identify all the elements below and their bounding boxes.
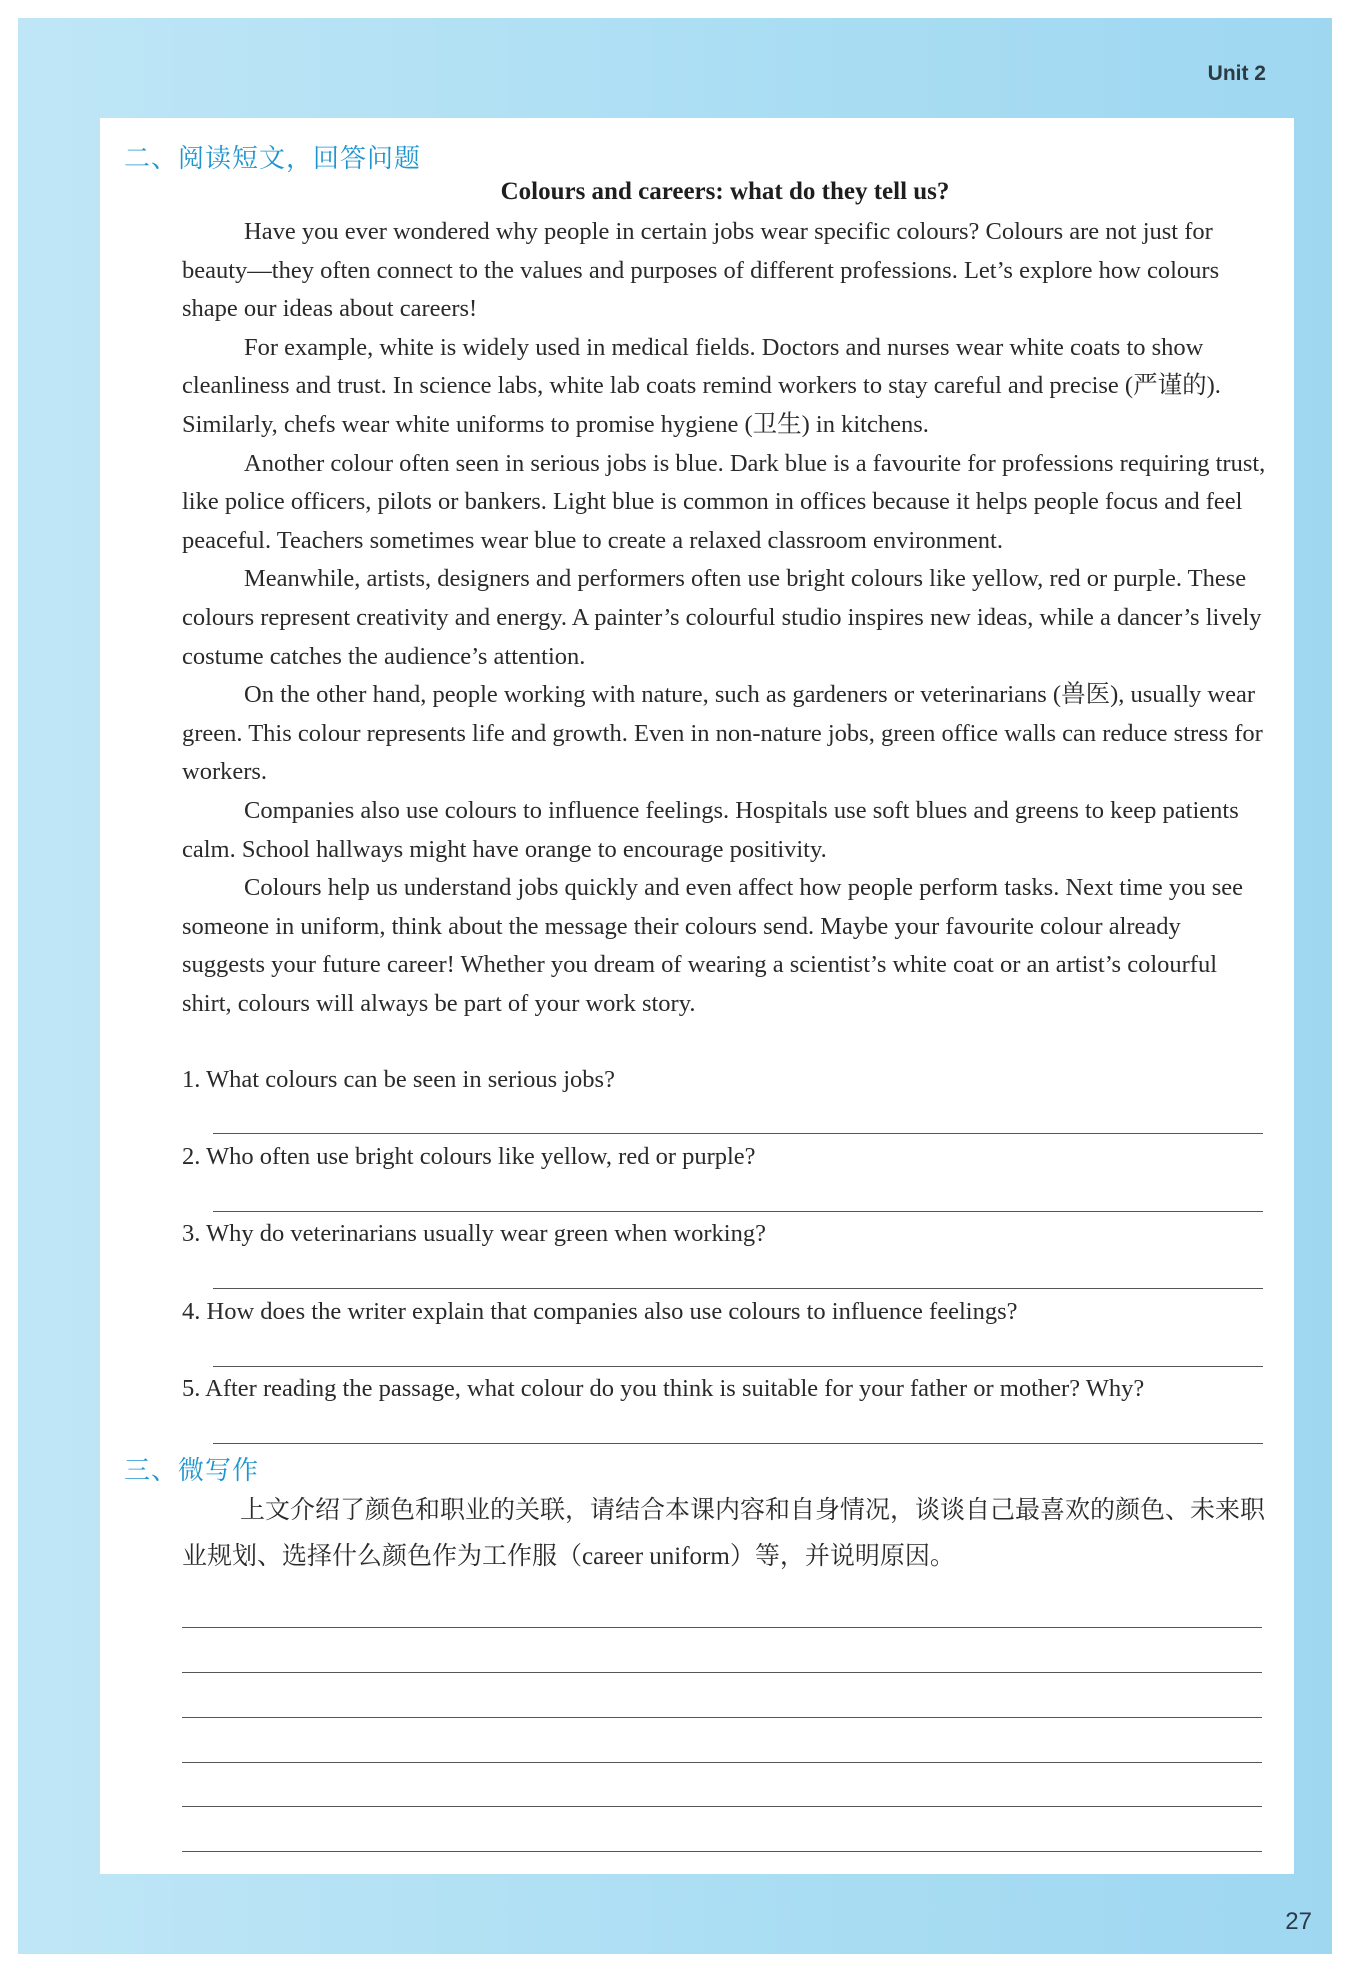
passage-paragraph: Colours help us understand jobs quickly and even affect how people perform tasks. Next time you see someone in uniform, think about the message their colours send. Maybe your favourite colour already suggests your future career! Whether you dream of wearing a scientist’s white coat or an artist’s colourful shirt, colours will always be part of your work story. [182,874,1244,1017]
writing-prompt-text: 上文介绍了颜色和职业的关联，请结合本课内容和自身情况，谈谈自己最喜欢的颜色、未来职业规划、选择什么颜色作为工作服（career uniform）等，并说明原因。 [182,1497,1266,1570]
unit-label: Unit 2 [1207,62,1266,85]
article-title: Colours and careers: what do they tell us? [500,178,950,205]
passage-paragraph: Have you ever wondered why people in certain jobs wear specific colours? Colours are not just for beauty—they often connect to the values and purposes of different professions. Let’s explore how colours shape our ideas about careers! [182,218,1220,323]
question-3: 3. Why do veterinarians usually wear green when working? [182,1220,766,1247]
passage-paragraph: Meanwhile, artists, designers and performers often use bright colours like yellow, red or purple. These colours represent creativity and energy. A painter’s colourful studio inspires new ideas, while a dancer’s lively costume catches the audience’s attention. [182,565,1262,670]
answer-line-4[interactable] [213,1366,1263,1367]
writing-line[interactable] [182,1806,1262,1807]
question-4: 4. How does the writer explain that companies also use colours to influence feelings? [182,1298,1018,1325]
answer-line-1[interactable] [213,1133,1263,1134]
question-5: 5. After reading the passage, what colour do you think is suitable for your father or mother? Why? [182,1375,1145,1402]
writing-line[interactable] [182,1672,1262,1673]
question-2: 2. Who often use bright colours like yellow, red or purple? [182,1143,756,1170]
passage-paragraph: On the other hand, people working with nature, such as gardeners or veterinarians (兽医), usually wear green. This colour represents life and growth. Even in non-nature jobs, green office walls can reduce stress for workers. [182,681,1263,786]
passage-paragraph: Companies also use colours to influence feelings. Hospitals use soft blues and greens to keep patients calm. School hallways might have orange to encourage positivity. [182,796,1239,863]
writing-line[interactable] [182,1717,1262,1718]
answer-line-2[interactable] [213,1211,1263,1212]
page-number: 27 [1285,1908,1312,1935]
passage-paragraph: Another colour often seen in serious jobs is blue. Dark blue is a favourite for professions requiring trust, like police officers, pilots or bankers. Light blue is common in offices because it helps people focus and feel peaceful. Teachers sometimes wear blue to create a relaxed classroom environment. [182,449,1266,554]
writing-line[interactable] [182,1762,1262,1763]
writing-prompt [182,1488,1268,1580]
passage-paragraph: For example, white is widely used in medical fields. Doctors and nurses wear white coats to show cleanliness and trust. In science labs, white lab coats remind workers to stay careful and precise (严谨的). Similarly, chefs wear white uniforms to promise hygiene (卫生) in kitchens. [182,333,1221,438]
answer-line-5[interactable] [213,1443,1263,1444]
answer-line-3[interactable] [213,1288,1263,1289]
writing-section-heading: 三、微写作 [124,1456,260,1486]
writing-line[interactable] [182,1851,1262,1852]
reading-section-heading: 二、阅读短文，回答问题 [124,144,422,174]
writing-line[interactable] [182,1627,1262,1628]
reading-passage [182,213,1268,1023]
question-1: 1. What colours can be seen in serious jobs? [182,1066,615,1093]
